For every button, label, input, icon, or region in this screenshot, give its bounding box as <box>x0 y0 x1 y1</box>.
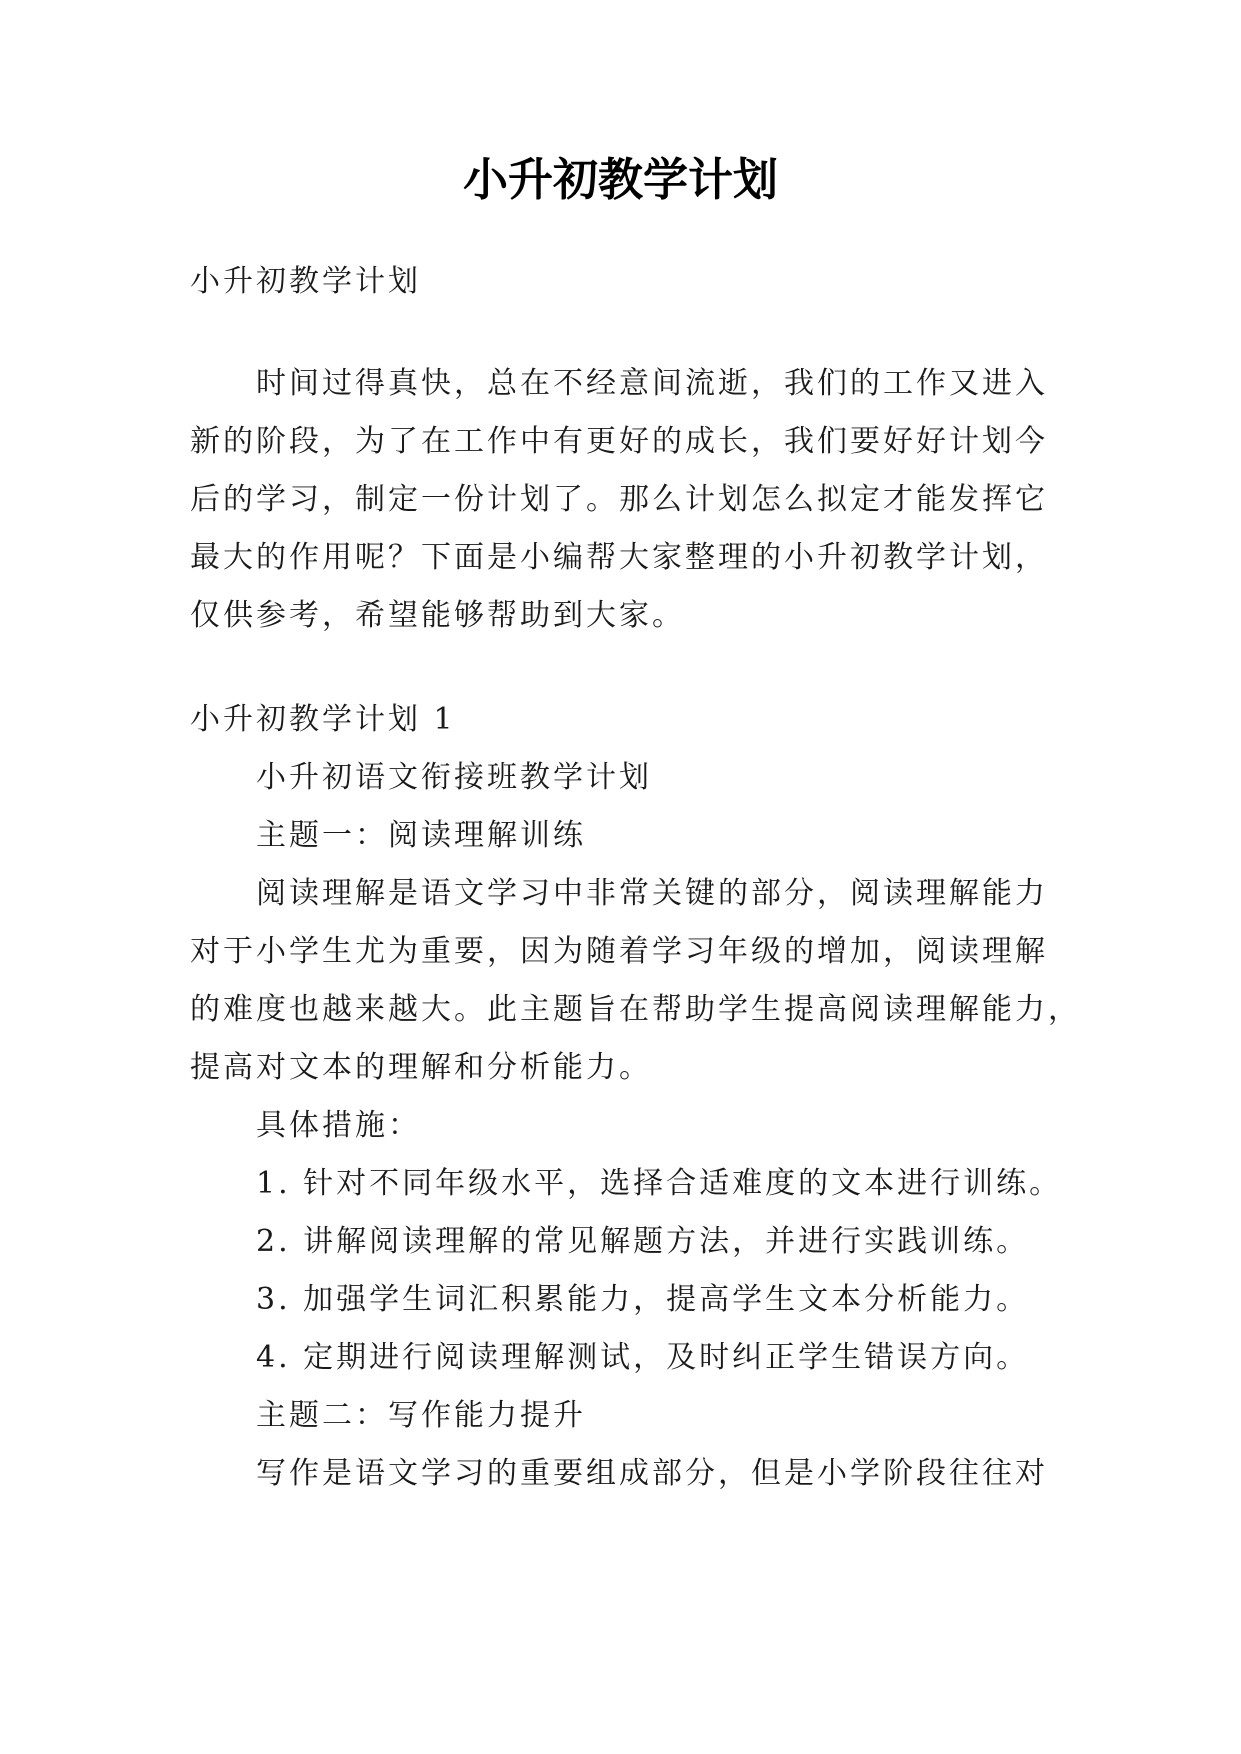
paragraph-line: 对于小学生尤为重要，因为随着学习年级的增加，阅读理解 <box>190 934 1048 969</box>
theme-title: 主题二：写作能力提升 <box>256 1398 586 1433</box>
theme-title: 主题一：阅读理解训练 <box>256 818 586 853</box>
document-subtitle: 小升初教学计划 <box>190 264 421 299</box>
intro-line: 最大的作用呢？下面是小编帮大家整理的小升初教学计划， <box>190 540 1048 575</box>
measure-item: 2. 讲解阅读理解的常见解题方法，并进行实践训练。 <box>256 1224 1030 1259</box>
section-heading: 小升初教学计划 1 <box>190 702 456 737</box>
measure-item: 3. 加强学生词汇积累能力，提高学生文本分析能力。 <box>256 1282 1030 1317</box>
plan-title: 小升初语文衔接班教学计划 <box>256 760 652 795</box>
intro-line: 时间过得真快，总在不经意间流逝，我们的工作又进入 <box>256 366 1048 401</box>
measure-item: 4. 定期进行阅读理解测试，及时纠正学生错误方向。 <box>256 1340 1030 1375</box>
paragraph-line: 的难度也越来越大。此主题旨在帮助学生提高阅读理解能力， <box>190 992 1081 1027</box>
paragraph-line: 阅读理解是语文学习中非常关键的部分，阅读理解能力 <box>256 876 1048 911</box>
intro-line: 仅供参考，希望能够帮助到大家。 <box>190 598 685 633</box>
intro-line: 后的学习，制定一份计划了。那么计划怎么拟定才能发挥它 <box>190 482 1048 517</box>
paragraph-line: 写作是语文学习的重要组成部分，但是小学阶段往往对 <box>256 1456 1048 1491</box>
measures-label: 具体措施： <box>256 1108 421 1143</box>
paragraph-line: 提高对文本的理解和分析能力。 <box>190 1050 652 1085</box>
intro-line: 新的阶段，为了在工作中有更好的成长，我们要好好计划今 <box>190 424 1048 459</box>
measure-item: 1. 针对不同年级水平，选择合适难度的文本进行训练。 <box>256 1166 1063 1201</box>
document-title: 小升初教学计划 <box>462 153 778 206</box>
